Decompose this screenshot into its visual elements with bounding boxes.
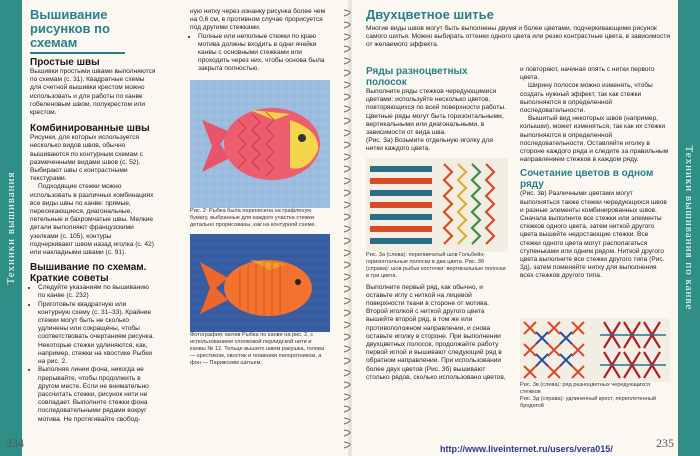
para-first-row: Выполните первый ряд, как обычно, и оставьте иглу с ниткой на лицевой поверхности ткани в стороне от мотива. Второй иголкой с ниткой другого цвета вышейте второй ряд, в том же или противоположном направлении, и снова оставьте иголку в стороне. При выполнении двухцветных полосок, продолжайте работу первой иглой и вышивают следующий ряд в обратном направлении. При использовании более двух цветов (Рис. 3б) вышивают столько рядов, сколько использовано цветов, xyxy=(366,283,506,381)
para-combined: Рисунки, для которых используется несколько видов швов, обычно вышиваются по контурным схемам с размеченными видами швов (с. 52). Выбирают швы с контрастными текстурами. xyxy=(30,134,143,183)
right-column-1 xyxy=(366,66,508,382)
para-direction: Вышитый вид некоторых швов (например, колышки), может изменяться, так как их стежки выполняются в определенной последовательности. Оставляйте иголку в стороне каждого ряда и следите за правильным направлением стежков в каждом ряду. xyxy=(520,115,669,164)
heading-schemes: Вышивание по схемам. Краткие советы xyxy=(30,262,147,285)
tips-list-2 xyxy=(190,33,328,74)
fish-photo xyxy=(190,234,330,332)
tip-item: • Приготовьте квадратную или контурную схему (с. 31–33). Крайние стежки могут быть не сколько удлинены или сокращены, чтобы соответствовать очертаниям рисунка. Некоторые стежки удлиняются, как, например, стежки на хвостике Рыбки на рис. 2. xyxy=(38,301,156,367)
left-page xyxy=(0,0,348,456)
left-column-2 xyxy=(190,8,328,367)
right-bottom-figures xyxy=(520,318,670,410)
stripes-figure xyxy=(366,158,508,252)
fig3-caption: Рис. 3а (слева): переливчатый шов Гольбейн: горизонтальные полоски в два цвета. Рис. 3б (справа): шов рыбьи косточки: вертикальные полоски в три цвета. xyxy=(366,251,506,279)
page-number-right: 235 xyxy=(656,436,674,450)
left-side-tab xyxy=(0,0,22,456)
para-stitches: Подходящие стежки можно использовать в различных комбинациях все виды швы по канве: прямые, пересекающиеся, диагональные, петельные и бахромчатые швы. Мелкие детали выполняют французскими узелками (с. 105), контуры подчеркивают швом назад иголка (с. 42) или накладными швами (с. 91). xyxy=(30,183,154,257)
tips-list xyxy=(30,284,156,423)
para-simple: Вышивки простыми швами выполняются по схемам (с. 31). Квадратные схемы для счетной вышивки крестом можно использовать и для работы по канве гобеленовым швом, полукрестом или крестом. xyxy=(30,68,156,117)
right-tab-label: Техники вышивания по канве xyxy=(683,145,695,311)
para-width: Ширину полосок можно изменять, чтобы создать нужный эффект, так как стежки выполняются в определенной последовательности. xyxy=(520,82,653,115)
right-side-tab xyxy=(678,0,700,456)
heading-rows: Ряды разноцветных полосок xyxy=(366,66,468,88)
fig3v-caption: Рис. 3в (слева): ряд разноцветных чередующихся стежков xyxy=(520,382,650,395)
photo-caption: Фотография: мотив Рыбка по канве на рис. 2, с использованием хлопковой перлидской нити и канвы № 12. Тельце вышито швом ракушка, голова — крестиком, хвостик и плавники папоротником, а фон — Парижским шитьем. xyxy=(190,331,325,366)
fish-eye xyxy=(298,134,306,142)
para-rows: Выполните ряды стежков чередующимися цветами: используйте несколько цветов, повторяющихся по всей поверхности работы. Цветные ряды могут быть горизонтальными, вертикальными или диагональными, в зависимости от вида шва. xyxy=(366,88,506,137)
right-header xyxy=(366,8,672,50)
tip-item: • Выполняя линии фона, никогда не прерывайте, чтобы продолжить в другом месте. Если не внимательно рассчитать стежки, рисунок нити не совпадает. Выполните стежки фона последовательными рядами вокруг мотива. Не протягивайте свобод- xyxy=(38,366,156,423)
right-column-2 xyxy=(520,66,670,281)
fig3d-caption: Рис. 3д (справа): удлиненный крест, переплетенный бродягой xyxy=(520,396,656,409)
right-page-title: Двухцветное шитье xyxy=(366,7,494,22)
heading-simple: Простые швы xyxy=(30,57,100,68)
fish-chart-figure xyxy=(190,80,330,208)
alternating-stitches-figure xyxy=(520,318,670,382)
col2-continued-right: и повторяют, начиная опять с нитки первого цвета. xyxy=(520,66,655,82)
tip-item: • Следуйте указаниям по вышиванию по канве (с. 232) xyxy=(38,284,156,300)
right-page xyxy=(352,0,700,456)
left-column-1 xyxy=(30,8,156,424)
watermark-url[interactable]: http://www.liveinternet.ru/users/vera015/ xyxy=(440,444,613,454)
right-intro: Многие виды швов могут быть выполнены двумя и более цветами, подчеркивающими рисунок самого шитья. Можно выбирать оттенки одного цвета или резко контрастные цвета, в зависимости от желаемого эффекта. xyxy=(366,25,671,49)
col2-continued: ную нитку через изнанку рисунка более чем на 0,6 см, в противном случае прорисуется под другими стежками. xyxy=(190,8,326,32)
left-page-title: Вышивание рисунков по схемам xyxy=(30,7,110,50)
page-number-left: 234 xyxy=(6,436,24,450)
left-tab-label: Техники вышивания xyxy=(5,171,17,285)
title-rule xyxy=(30,52,125,54)
heading-combined: Комбинированные швы xyxy=(30,123,150,135)
tip-item: • Полные или неполные стежки по краю мотива должны входить в одни ячейки канвы с основными стежками или проходить через них, чтобы основа была закрыта полностью. xyxy=(198,33,328,74)
para-rows-2: (Рис. 3а) Возьмите отдельную иголку для нитки каждого цвета. xyxy=(366,137,493,153)
para-combo: (Рис. 3в) Различными цветами могут выполняться также стежки чередующихся швов и разные элементы комбинированных швов. Сначала выполните все стежки или элементы стежков одного цвета, затем ниткой другого цвета вышейте недостающие стежки. Все стежки одного цвета могут располагаться ступеньками или одним рядом. Ниткой другого цвета выполните все стежки другого типа (Рис. 3д), затем поменяйте нитку для выполнения всех стежков другого типа. xyxy=(520,190,667,280)
fig2-caption: Рис. 2: Рыбка была перенесена на графленую бумагу, выбранные для каждого участка стежки детально прорисованы, как на контурной схеме. xyxy=(190,207,317,228)
heading-combo: Сочетание цветов в одном ряду xyxy=(520,168,654,191)
photo-fish-eye xyxy=(295,279,301,285)
